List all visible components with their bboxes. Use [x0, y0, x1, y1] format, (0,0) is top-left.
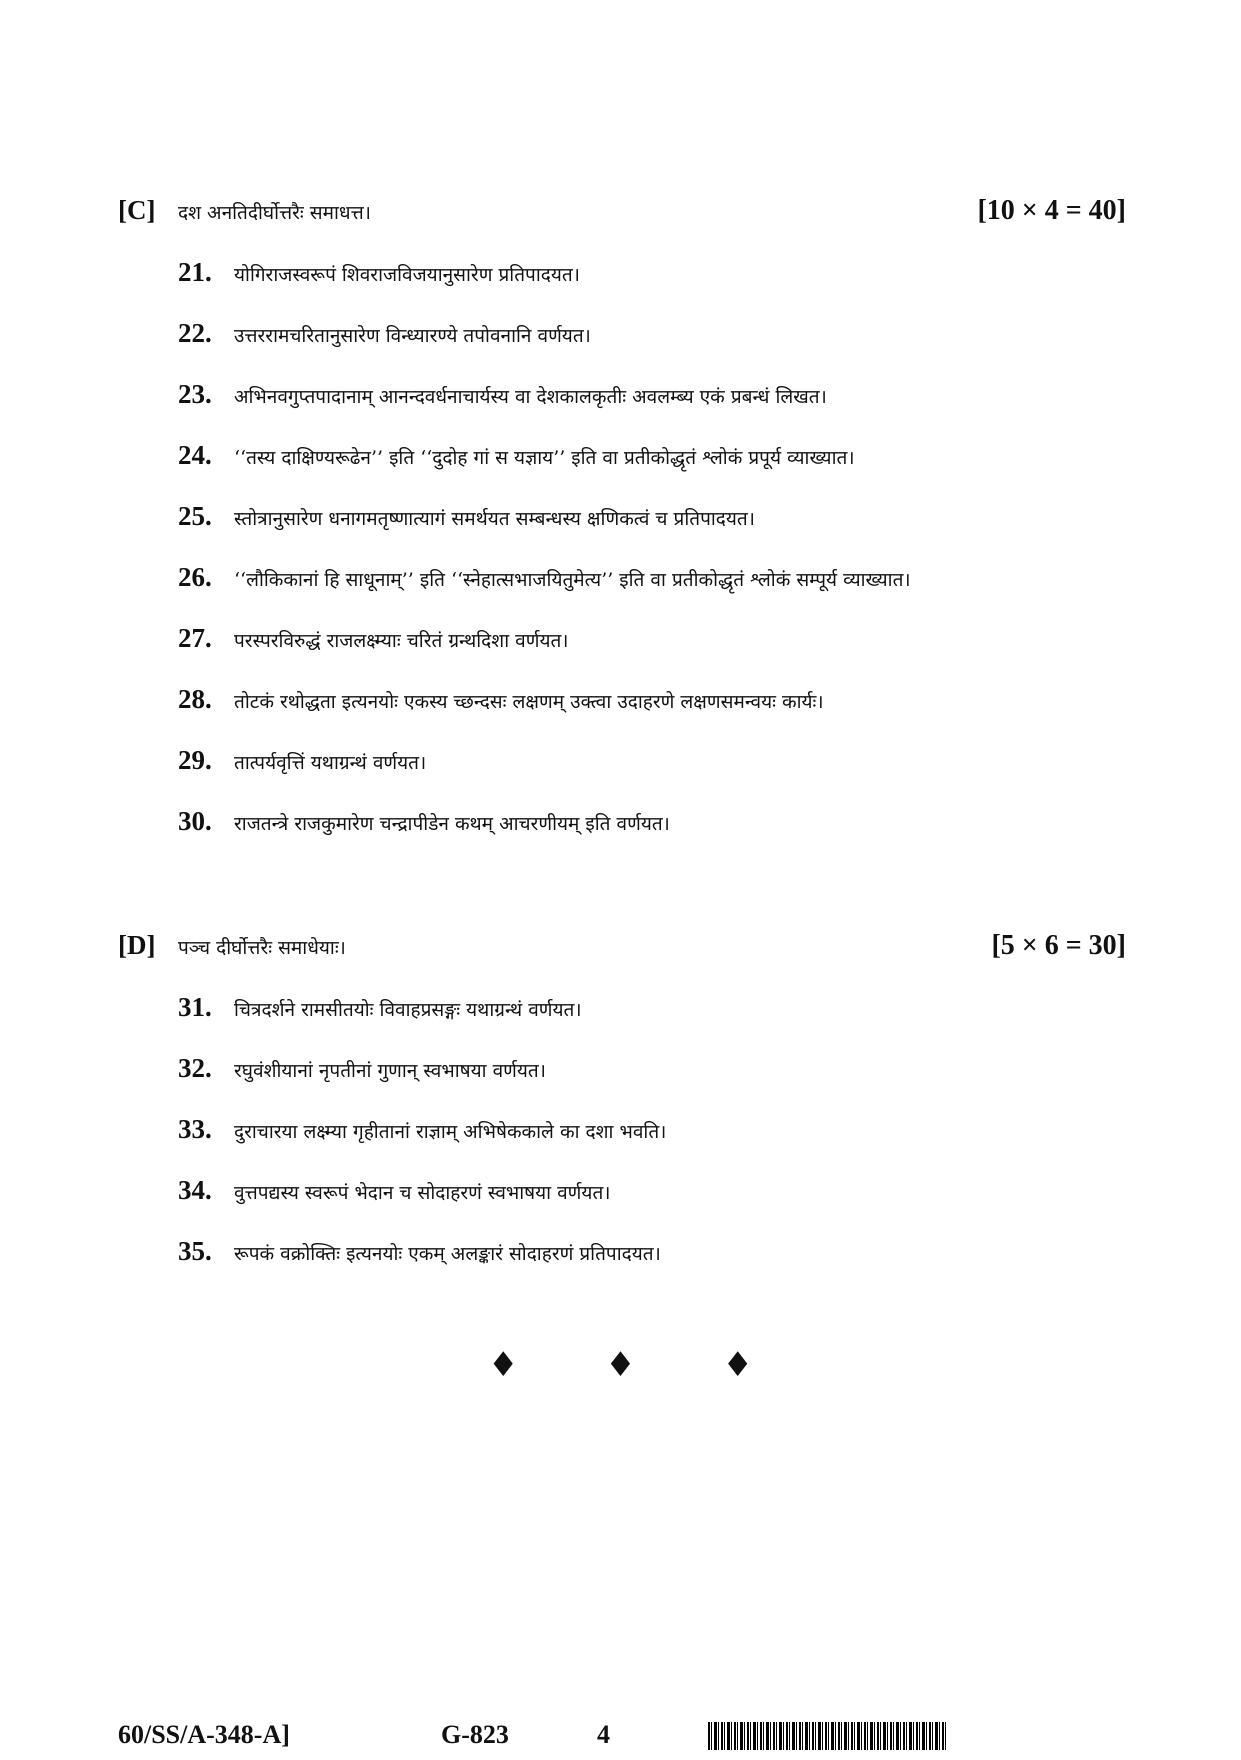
end-marker: ♦ ♦ ♦: [487, 1345, 792, 1385]
question-text: योगिराजस्वरूपं शिवराजविजयानुसारेण प्रतिपादयत।: [234, 264, 580, 286]
question-item: [178, 257, 580, 288]
question-number: 29.: [178, 745, 212, 775]
section-d: [118, 930, 1126, 1266]
question-item: [178, 992, 582, 1023]
section-d-instruction: पञ्च दीर्घोत्तरैः समाधेयाः।: [178, 937, 346, 959]
question-text: राजतन्त्रे राजकुमारेण चन्द्रापीडेन कथम् आचरणीयम् इति वर्णयत।: [234, 813, 670, 835]
question-item: [178, 562, 911, 593]
question-number: 28.: [178, 684, 212, 714]
section-c: [118, 195, 1126, 836]
question-item: [178, 623, 569, 654]
section-c-header: [118, 195, 1126, 239]
question-text: स्तोत्रानुसारेण धनागमतृष्णात्यागं समर्थयत सम्बन्धस्य क्षणिकत्वं च प्रतिपादयत।: [234, 508, 755, 530]
page-footer: [0, 1720, 1241, 1760]
barcode: [708, 1722, 948, 1750]
question-text: परस्परविरुद्धं राजलक्ष्म्याः चरितं ग्रन्थदिशा वर्णयत।: [234, 630, 569, 652]
question-text: ‘‘लौकिकानां हि साधूनाम्’’ इति ‘‘स्नेहात्सभाजयितुमेत्य’’ इति वा प्रतीकोद्धृतं श्लोकं सम्पूर्य व्याख्यात।: [234, 569, 911, 591]
question-number: 32.: [178, 1053, 212, 1083]
question-item: [178, 379, 827, 410]
question-item: [178, 318, 591, 349]
question-number: 33.: [178, 1114, 212, 1144]
series-code: G-823: [441, 1720, 509, 1749]
question-number: 24.: [178, 440, 212, 470]
question-item: [178, 501, 755, 532]
question-text: रघुवंशीयानां नृपतीनां गुणान् स्वभाषया वर्णयत।: [234, 1060, 546, 1082]
question-number: 26.: [178, 562, 212, 592]
question-number: 25.: [178, 501, 212, 531]
question-item: [178, 1114, 666, 1145]
question-text: चित्रदर्शने रामसीतयोः विवाहप्रसङ्गः यथाग्रन्थं वर्णयत।: [234, 999, 582, 1021]
question-text: उत्तररामचरितानुसारेण विन्ध्यारण्ये तपोवनानि वर्णयत।: [234, 325, 591, 347]
question-text: दुराचारया लक्ष्म्या गृहीतानां राज्ञाम् अभिषेककाले का दशा भवति।: [234, 1121, 667, 1143]
question-text: रूपकं वक्रोक्तिः इत्यनयोः एकम् अलङ्कारं सोदाहरणं प्रतिपादयत।: [234, 1243, 661, 1265]
section-d-label: [D]: [118, 930, 156, 960]
question-text: वुत्तपद्यस्य स्वरूपं भेदान च सोदाहरणं स्वभाषया वर्णयत।: [234, 1182, 611, 1204]
question-item: [178, 684, 824, 715]
question-item: [178, 1175, 610, 1206]
question-number: 34.: [178, 1175, 212, 1205]
question-item: [178, 1053, 546, 1084]
question-number: 21.: [178, 257, 212, 287]
question-number: 22.: [178, 318, 212, 348]
paper-code: 60/SS/A-348-A]: [118, 1720, 290, 1749]
section-c-instruction: दश अनतिदीर्घोत्तरैः समाधत्त।: [178, 202, 371, 224]
question-text: अभिनवगुप्तपादानाम् आनन्दवर्धनाचार्यस्य वा देशकालकृतीः अवलम्ब्य एकं प्रबन्धं लिखत।: [234, 386, 827, 408]
section-d-marks: [5 × 6 = 30]: [991, 930, 1126, 961]
question-item: [178, 440, 855, 471]
question-number: 30.: [178, 806, 212, 836]
page-number: 4: [597, 1720, 610, 1749]
question-item: [178, 1236, 661, 1267]
question-text: तोटकं रथोद्धता इत्यनयोः एकस्य च्छन्दसः लक्षणम् उक्त्वा उदाहरणे लक्षणसमन्वयः कार्यः।: [234, 691, 824, 713]
question-text: तात्पर्यवृत्तिं यथाग्रन्थं वर्णयत।: [234, 752, 427, 774]
question-number: 23.: [178, 379, 212, 409]
section-d-header: [118, 930, 1126, 974]
question-item: [178, 806, 670, 837]
question-number: 31.: [178, 992, 212, 1022]
question-item: [178, 745, 426, 776]
section-c-label: [C]: [118, 195, 156, 225]
question-number: 27.: [178, 623, 212, 653]
question-number: 35.: [178, 1236, 212, 1266]
section-c-marks: [10 × 4 = 40]: [977, 195, 1126, 226]
question-text: ‘‘तस्य दाक्षिण्यरूढेन’’ इति ‘‘दुदोह गां स यज्ञाय’’ इति वा प्रतीकोद्धृतं श्लोकं प्रपूर्य व्याख्यात।: [234, 447, 855, 469]
